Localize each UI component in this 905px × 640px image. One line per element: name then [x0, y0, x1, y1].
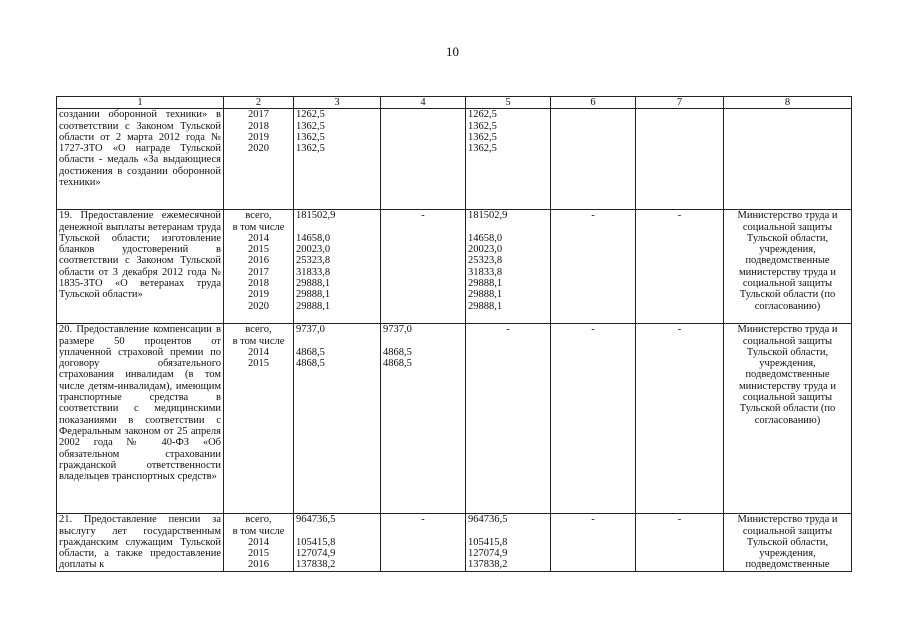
column-header: 7 — [636, 97, 724, 109]
local-budget-cell: - — [551, 514, 636, 571]
years-cell: 2017 2018 2019 2020 — [224, 109, 294, 210]
page-number: 10 — [446, 44, 459, 59]
federal-budget-cell: - — [381, 514, 466, 571]
table-row — [57, 109, 852, 210]
responsible-cell: Министерство труда и социальной защиты Тульской области, учреждения, подведомственные министерству труда и социальной защиты Тульской области (по согласованию) — [724, 324, 852, 514]
years-cell: всего, в том числе 2014 2015 2016 2017 2018 2019 2020 — [224, 210, 294, 324]
header-row — [57, 97, 852, 109]
other-sources-cell: - — [636, 514, 724, 571]
regional-budget-cell: - — [466, 324, 551, 514]
years-cell: всего, в том числе 2014 2015 2016 — [224, 514, 294, 571]
column-header: 6 — [551, 97, 636, 109]
other-sources-cell: - — [636, 210, 724, 324]
local-budget-cell: - — [551, 210, 636, 324]
measure-description: 21. Предоставление пенсии за выслугу лет государственным гражданским служащим Тульской области, а также предоставление доплаты к — [57, 514, 224, 571]
other-sources-cell: - — [636, 324, 724, 514]
column-header: 8 — [724, 97, 852, 109]
measure-description: 20. Предоставление компенсации в размере 50 процентов от уплаченной страховой премии по договору обязательного страхования инвалидам (в том числе детям-инвалидам), имеющим транспортные средства в соответствии с медицинскими показаниями в соответствии с Федеральным законом от 25 апреля 2002 года № 40-ФЗ «Об обязательном страховании гражданской ответственности владельцев транспортных средств» — [57, 324, 224, 514]
measure-description: создании оборонной техники» в соответствии с Законом Тульской области от 2 марта 2012 года № 1727-ЗТО «О награде Тульской области - медаль «За выдающиеся достижения в создании оборонной техники» — [57, 109, 224, 210]
column-header: 3 — [294, 97, 381, 109]
regional-budget-cell: 964736,5 105415,8 127074,9 137838,2 — [466, 514, 551, 571]
table-row — [57, 324, 852, 514]
total-funding-cell: 181502,9 14658,0 20023,0 25323,8 31833,8 29888,1 29888,1 29888,1 — [294, 210, 381, 324]
column-header: 2 — [224, 97, 294, 109]
local-budget-cell: - — [551, 324, 636, 514]
responsible-cell: Министерство труда и социальной защиты Тульской области, учреждения, подведомственные министерству труда и социальной защиты Тульской области (по согласованию) — [724, 210, 852, 324]
local-budget-cell — [551, 109, 636, 210]
column-header: 1 — [57, 97, 224, 109]
federal-budget-cell — [381, 109, 466, 210]
table-row — [57, 210, 852, 324]
federal-budget-cell: - — [381, 210, 466, 324]
program-table — [56, 96, 852, 572]
regional-budget-cell: 181502,9 14658,0 20023,0 25323,8 31833,8 29888,1 29888,1 29888,1 — [466, 210, 551, 324]
total-funding-cell: 1262,5 1362,5 1362,5 1362,5 — [294, 109, 381, 210]
measure-description: 19. Предоставление ежемесячной денежной выплаты ветеранам труда Тульской области; изготовление бланков удостоверений в соответствии с Законом Тульской области от 3 декабря 2012 года № 1835-ЗТО «О ветеранах труда Тульской области» — [57, 210, 224, 324]
total-funding-cell: 9737,0 4868,5 4868,5 — [294, 324, 381, 514]
regional-budget-cell: 1262,5 1362,5 1362,5 1362,5 — [466, 109, 551, 210]
federal-budget-cell: 9737,0 4868,5 4868,5 — [381, 324, 466, 514]
responsible-cell: Министерство труда и социальной защиты Тульской области, учреждения, подведомственные — [724, 514, 852, 571]
other-sources-cell — [636, 109, 724, 210]
table-row — [57, 514, 852, 571]
responsible-cell — [724, 109, 852, 210]
column-header: 5 — [466, 97, 551, 109]
total-funding-cell: 964736,5 105415,8 127074,9 137838,2 — [294, 514, 381, 571]
column-header: 4 — [381, 97, 466, 109]
years-cell: всего, в том числе 2014 2015 — [224, 324, 294, 514]
